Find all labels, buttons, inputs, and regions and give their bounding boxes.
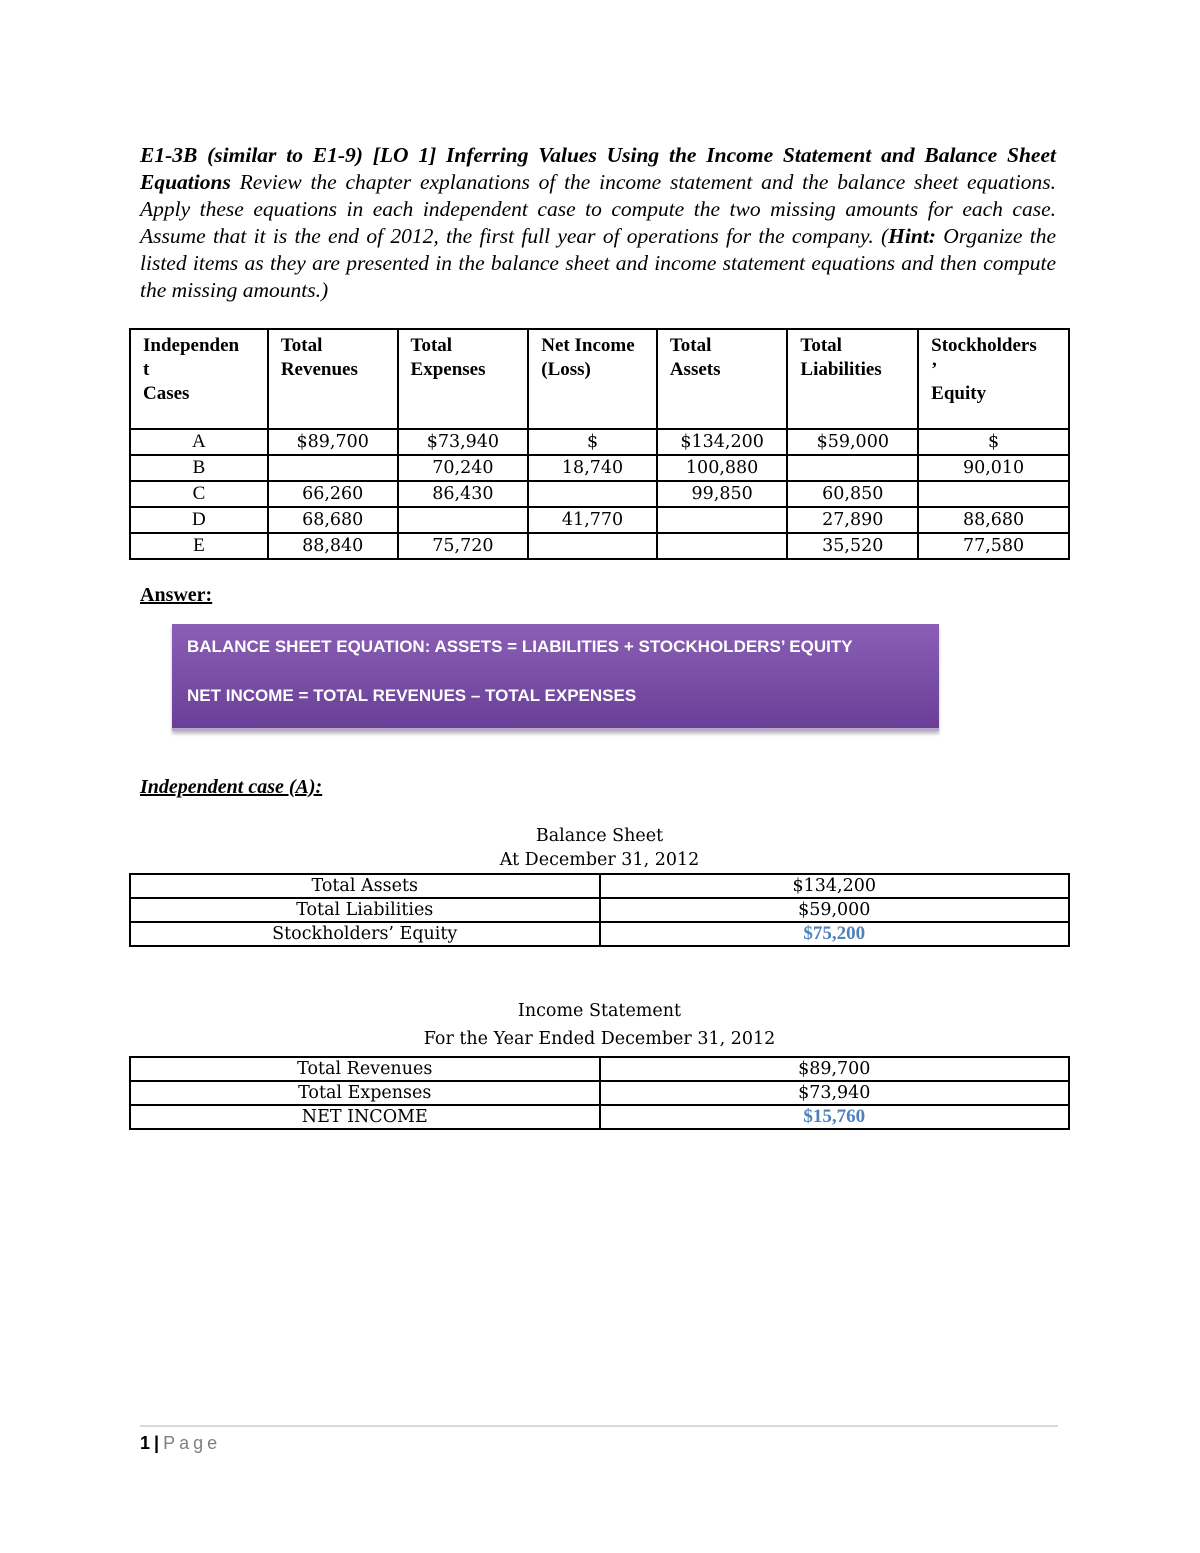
table-cell — [787, 455, 918, 481]
case-letter-cell: B — [130, 455, 268, 481]
income-statement-table — [129, 1056, 1070, 1130]
table-cell: 70,240 — [398, 455, 529, 481]
table-row — [130, 533, 1069, 559]
column-header-line: Independen — [143, 335, 240, 356]
case-a-label: Independent case (A): — [140, 776, 323, 798]
column-header-line: Total — [280, 335, 323, 356]
income-statement-subtitle: For the Year Ended December 31, 2012 — [423, 1029, 776, 1049]
table-cell: $89,700 — [268, 429, 398, 455]
net-income-equation: NET INCOME = TOTAL REVENUES – TOTAL EXPENSES — [187, 686, 637, 705]
column-header-line: t — [143, 359, 150, 380]
table-cell: 90,010 — [918, 455, 1069, 481]
answer-label: Answer: — [140, 584, 213, 606]
table-row — [130, 922, 1069, 946]
column-header — [268, 329, 398, 429]
table-cell: 35,520 — [787, 533, 918, 559]
column-header-line: Revenues — [280, 359, 358, 380]
cases-header-row — [130, 329, 1069, 429]
table-cell: $ — [918, 429, 1069, 455]
table-cell: 41,770 — [528, 507, 657, 533]
page-word: Page — [163, 1433, 222, 1453]
table-cell — [657, 533, 788, 559]
table-cell: 60,850 — [787, 481, 918, 507]
table-cell: $59,000 — [787, 429, 918, 455]
footer-divider — [140, 1425, 1058, 1427]
balance-sheet-title: Balance Sheet — [535, 826, 664, 846]
is-value-revenues: $89,700 — [600, 1057, 1070, 1081]
page-footer — [140, 1433, 221, 1454]
table-row — [130, 507, 1069, 533]
table-cell: $134,200 — [657, 429, 788, 455]
table-cell — [657, 507, 788, 533]
table-cell: 18,740 — [528, 455, 657, 481]
column-header-line: Expenses — [410, 359, 486, 380]
problem-statement — [140, 142, 1056, 304]
column-header-line: Total — [800, 335, 842, 356]
equation-box — [172, 624, 939, 731]
bs-label-equity: Stockholders’ Equity — [130, 922, 600, 946]
income-statement-title: Income Statement — [517, 1001, 682, 1021]
table-cell — [528, 533, 657, 559]
cases-table — [129, 328, 1070, 560]
page-number: 1 — [140, 1433, 151, 1453]
column-header-line: Assets — [669, 359, 721, 380]
table-cell — [398, 507, 529, 533]
case-letter-cell: E — [130, 533, 268, 559]
table-cell: $73,940 — [398, 429, 529, 455]
table-cell: 86,430 — [398, 481, 529, 507]
table-cell: 77,580 — [918, 533, 1069, 559]
cases-body — [130, 429, 1069, 559]
bs-value-equity: $75,200 — [600, 922, 1070, 946]
table-cell: $ — [528, 429, 657, 455]
is-value-expenses: $73,940 — [600, 1081, 1070, 1105]
column-header-line: Total — [410, 335, 453, 356]
table-cell: 88,680 — [918, 507, 1069, 533]
column-header-line: ’ — [931, 359, 938, 380]
problem-heading: E1-3B (similar to E1-9) [LO 1] Inferring Values Using the Income Statement and Balance Sheet Equations — [140, 143, 1056, 194]
problem-body: Review the chapter explanations of the income statement and the balance sheet equations. Apply these equations in each independent case to compute the two missing amounts for each case. Assume that it is the end of 2012, the first full year of operations for the company. ( — [140, 170, 1056, 248]
table-row — [130, 874, 1069, 898]
table-row — [130, 1105, 1069, 1129]
column-header — [657, 329, 788, 429]
case-letter-cell: D — [130, 507, 268, 533]
is-value-net-income: $15,760 — [600, 1105, 1070, 1129]
table-cell: 88,840 — [268, 533, 398, 559]
case-letter-cell: C — [130, 481, 268, 507]
hint-label: Hint: — [888, 224, 936, 248]
column-header-line: Stockholders — [931, 335, 1037, 356]
table-row — [130, 429, 1069, 455]
table-cell — [528, 481, 657, 507]
is-label-revenues: Total Revenues — [130, 1057, 600, 1081]
bs-value-assets: $134,200 — [600, 874, 1070, 898]
table-cell: 75,720 — [398, 533, 529, 559]
hint-text: Organize the listed items as they are presented in the balance sheet and income statement equations and then compute the missing amounts.) — [140, 224, 1056, 302]
is-label-net-income: NET INCOME — [130, 1105, 600, 1129]
bs-label-assets: Total Assets — [130, 874, 600, 898]
column-header — [787, 329, 918, 429]
column-header-line: (Loss) — [541, 359, 591, 380]
footer-separator: | — [154, 1433, 160, 1453]
column-header — [130, 329, 268, 429]
table-row — [130, 1081, 1069, 1105]
column-header-line: Total — [669, 335, 712, 356]
column-header-line: Equity — [931, 383, 987, 404]
column-header-line: Liabilities — [800, 359, 882, 380]
bs-value-liabilities: $59,000 — [600, 898, 1070, 922]
table-cell: 100,880 — [657, 455, 788, 481]
table-cell: 27,890 — [787, 507, 918, 533]
column-header — [918, 329, 1069, 429]
table-cell — [918, 481, 1069, 507]
column-header-line: Net Income — [541, 335, 635, 356]
table-row — [130, 455, 1069, 481]
table-cell — [268, 455, 398, 481]
column-header — [528, 329, 657, 429]
balance-sheet-table — [129, 873, 1070, 947]
case-letter-cell: A — [130, 429, 268, 455]
table-cell: 66,260 — [268, 481, 398, 507]
bs-label-liabilities: Total Liabilities — [130, 898, 600, 922]
table-row — [130, 1057, 1069, 1081]
column-header-line: Cases — [143, 383, 190, 404]
table-cell: 68,680 — [268, 507, 398, 533]
table-row — [130, 481, 1069, 507]
table-row — [130, 898, 1069, 922]
column-header — [398, 329, 529, 429]
is-label-expenses: Total Expenses — [130, 1081, 600, 1105]
balance-sheet-equation: BALANCE SHEET EQUATION: ASSETS = LIABILITIES + STOCKHOLDERS’ EQUITY — [187, 637, 853, 656]
table-cell: 99,850 — [657, 481, 788, 507]
balance-sheet-subtitle: At December 31, 2012 — [499, 850, 700, 870]
